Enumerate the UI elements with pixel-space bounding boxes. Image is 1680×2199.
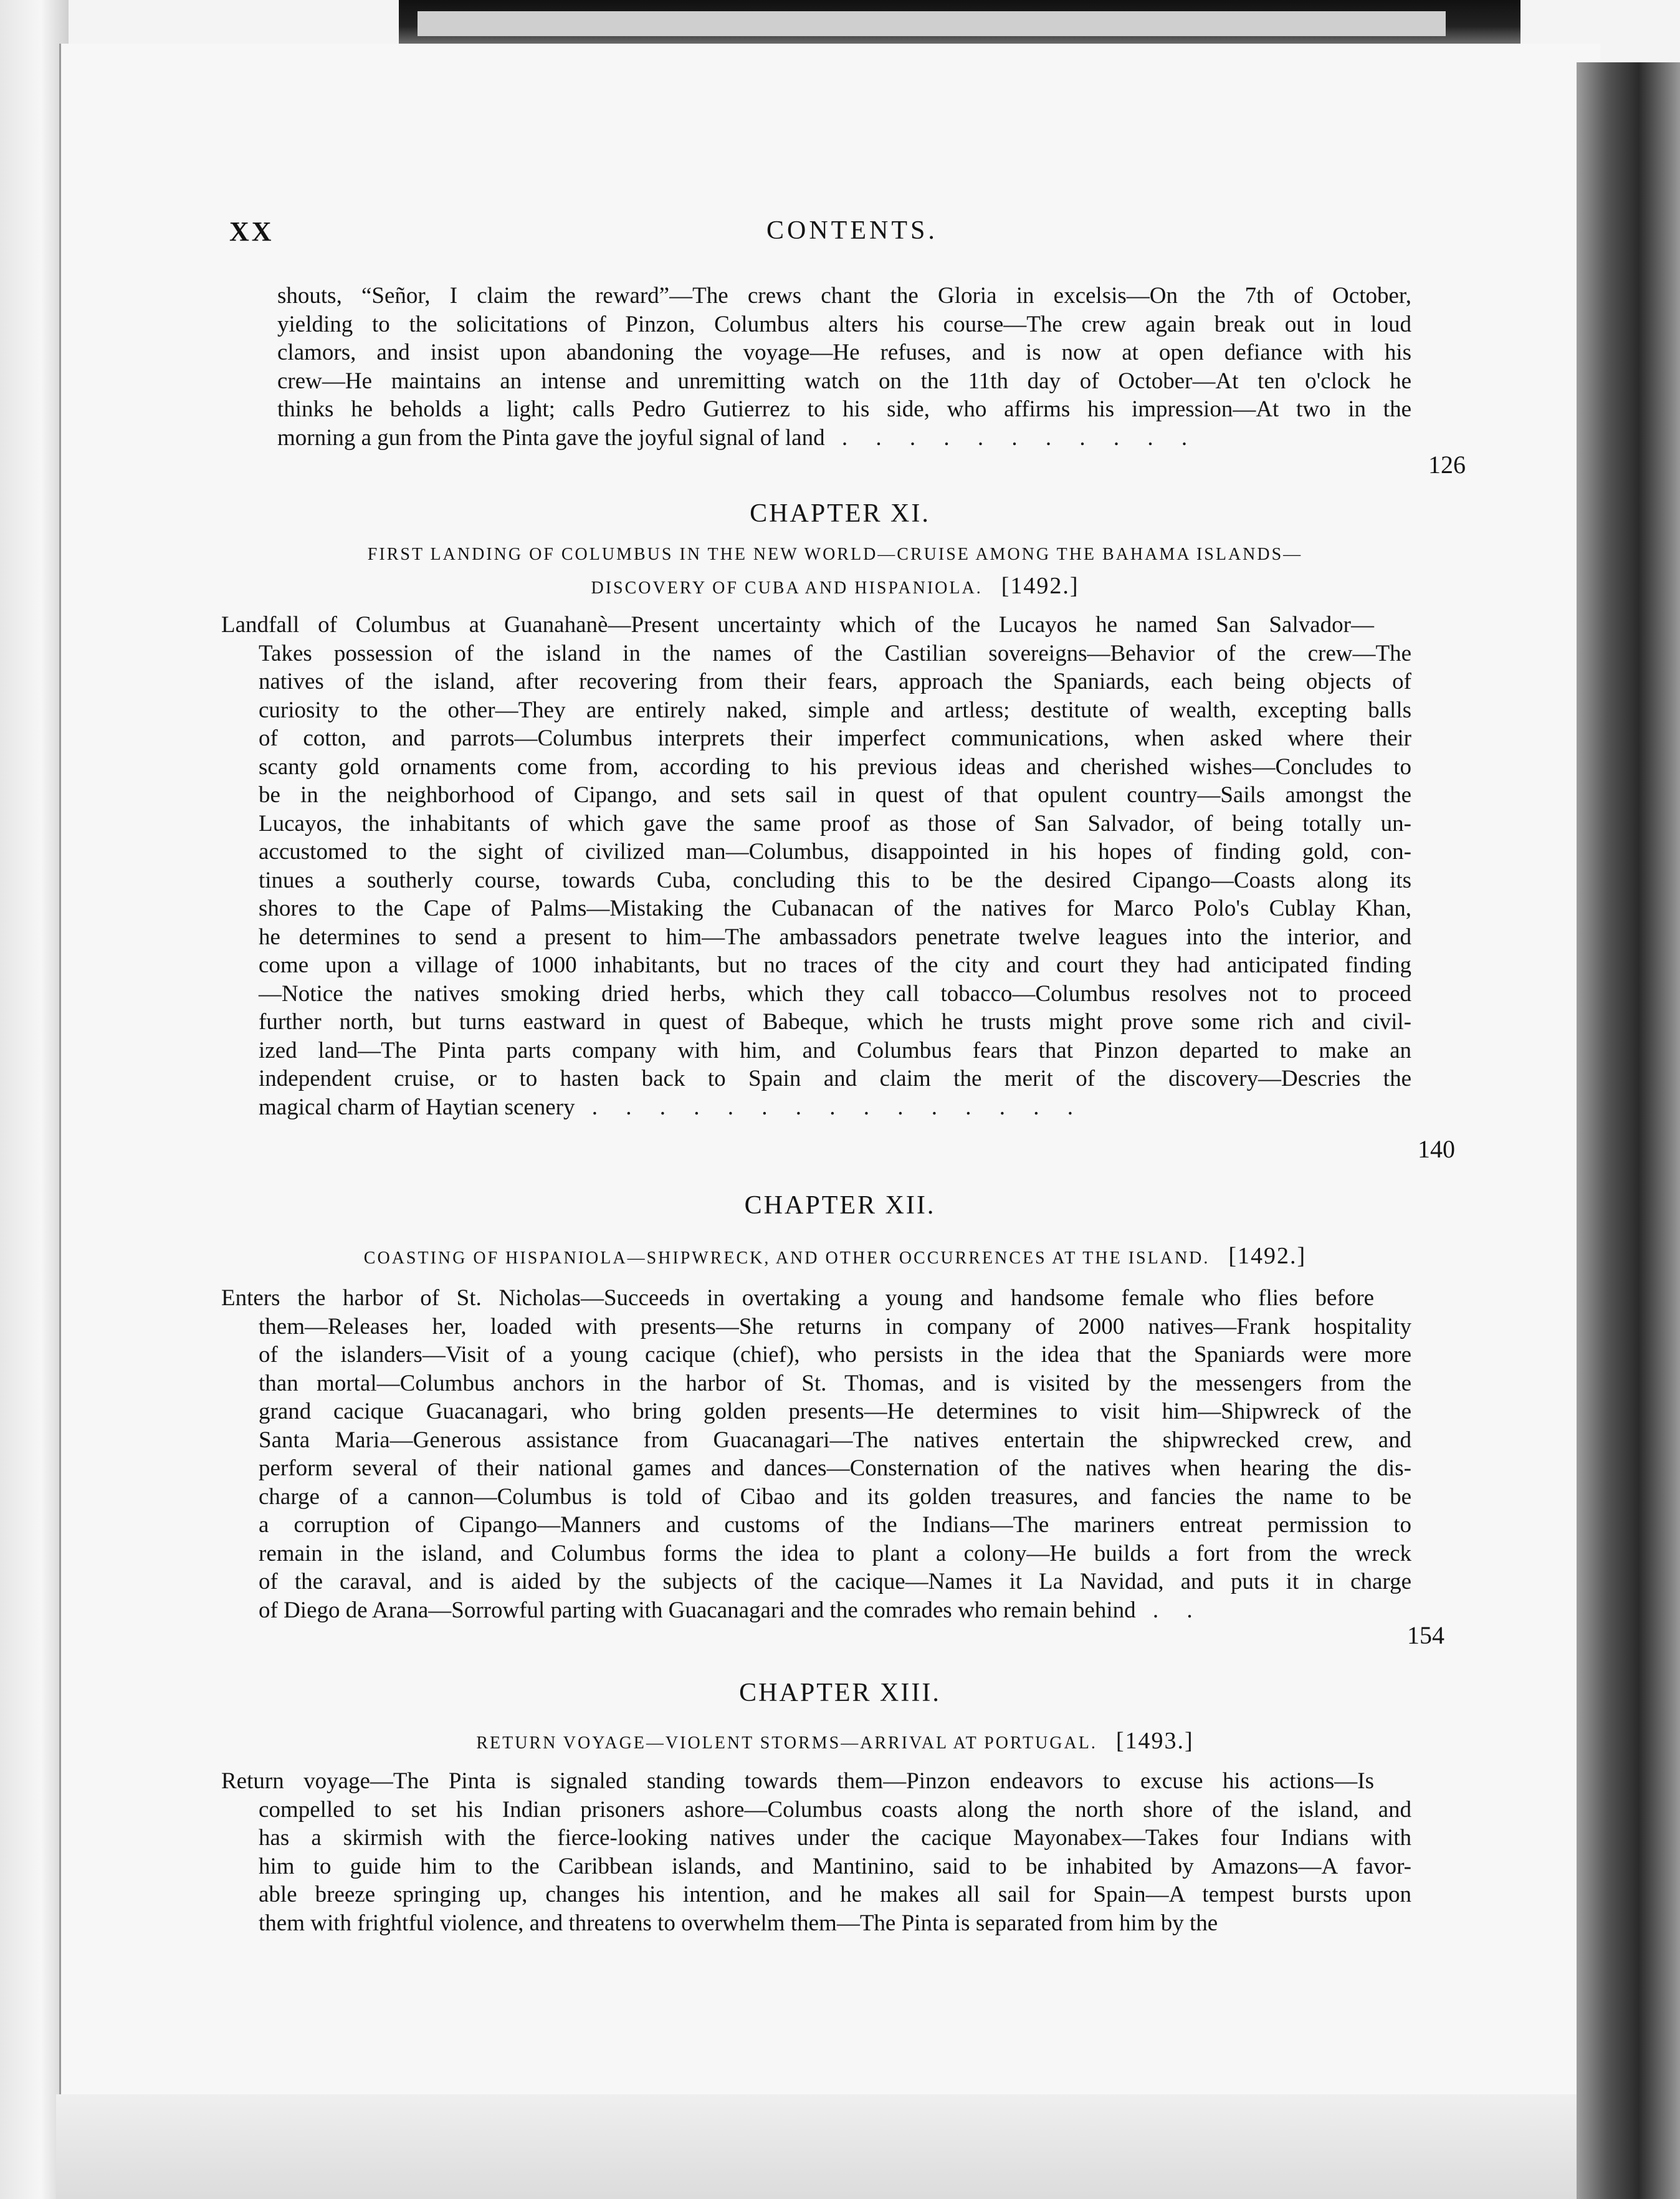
chapter-subtitle-xi xyxy=(249,539,1421,604)
chapter-subtitle-xi-line1: FIRST LANDING OF COLUMBUS IN THE NEW WORLD—CRUISE AMONG THE BAHAMA ISLANDS— xyxy=(367,545,1303,564)
text-line: clamors, and insist upon abandoning the voyage—He refuses, and is now at open defiance with his xyxy=(277,340,1411,365)
scan-right-border xyxy=(1577,62,1680,2199)
intro-paragraph xyxy=(277,282,1411,452)
text-line: Santa Maria—Generous assistance from Guacanagari—The natives entertain the shipwrecked crew, and xyxy=(259,1427,1411,1453)
text-line: ized land—The Pinta parts company with him, and Columbus fears that Pinzon departed to make an xyxy=(259,1037,1411,1063)
text-line: scanty gold ornaments come from, according to his previous ideas and cherished wishes—Concludes to xyxy=(259,754,1411,780)
chapter-year-xii: [1492.] xyxy=(1228,1243,1307,1269)
text-line: of Diego de Arana—Sorrowful parting with Guacanagari and the comrades who remain behind . . xyxy=(259,1597,1204,1623)
text-line: curiosity to the other—They are entirely naked, simple and artless; destitute of wealth, excepting balls xyxy=(259,697,1411,723)
text-line: shouts, “Señor, I claim the reward”—The crews chant the Gloria in excelsis—On the 7th of October, xyxy=(277,283,1411,309)
chapter-summary-xii xyxy=(221,1284,1411,1624)
text-line: them—Releases her, loaded with presents—She returns in company of 2000 natives—Frank hospitality xyxy=(259,1313,1411,1339)
chapter-summary-xi xyxy=(221,611,1411,1121)
chapter-heading-xii: CHAPTER XII. xyxy=(744,1191,936,1220)
page-number-126: 126 xyxy=(1428,451,1466,479)
text-line: has a skirmish with the fierce-looking natives under the cacique Mayonabex—Takes four Indians with xyxy=(259,1825,1411,1851)
chapter-year-xiii: [1493.] xyxy=(1115,1728,1194,1754)
text-line: natives of the island, after recovering from their fears, approach the Spaniards, each being objects of xyxy=(259,669,1411,694)
chapter-subtitle-xiii xyxy=(249,1725,1421,1759)
page-folio: XX xyxy=(229,216,274,247)
page-edge-left xyxy=(0,0,69,2199)
text-line: independent cruise, or to hasten back to Spain and claim the merit of the discovery—Descries the xyxy=(259,1066,1411,1091)
text-line: he determines to send a present to him—The ambassadors penetrate twelve leagues into the interior, and xyxy=(259,924,1411,950)
text-line: yielding to the solicitations of Pinzon, Columbus alters his course—The crew again break out in loud xyxy=(277,311,1411,337)
chapter-year-xi: [1492.] xyxy=(1001,573,1079,599)
chapter-subtitle-xii xyxy=(249,1240,1421,1274)
text-line: Return voyage—The Pinta is signaled standing towards them—Pinzon endeavors to excuse his actions—Is xyxy=(221,1768,1374,1794)
page-number-154: 154 xyxy=(1407,1621,1444,1649)
scan-top-border xyxy=(399,0,1520,44)
text-line: Lucayos, the inhabitants of which gave the same proof as those of San Salvador, of being totally un- xyxy=(259,810,1411,836)
dot-leaders: . . . . . . . . . . . xyxy=(824,424,1199,451)
text-line: him to guide him to the Caribbean islands, and Mantinino, said to be inhabited by Amazons—A favor- xyxy=(259,1853,1411,1879)
chapter-subtitle-xii-line1: COASTING OF HISPANIOLA—SHIPWRECK, AND OTHER OCCURRENCES AT THE ISLAND. xyxy=(363,1248,1210,1268)
page-bottom-shade xyxy=(56,2094,1577,2199)
chapter-subtitle-xi-line2: DISCOVERY OF CUBA AND HISPANIOLA. xyxy=(591,578,983,598)
text-line: perform several of their national games and dances—Consternation of the natives when hearing the dis- xyxy=(259,1455,1411,1481)
text-line: of the islanders—Visit of a young cacique (chief), who persists in the idea that the Spaniards were more xyxy=(259,1342,1411,1368)
chapter-summary-xiii xyxy=(221,1767,1411,1937)
text-line: charge of a cannon—Columbus is told of Cibao and its golden treasures, and fancies the name to be xyxy=(259,1483,1411,1510)
chapter-heading-xiii: CHAPTER XIII. xyxy=(739,1679,941,1707)
text-line: them with frightful violence, and threatens to overwhelm them—The Pinta is separated from him by the xyxy=(259,1910,1218,1936)
text-line: than mortal—Columbus anchors in the harbor of St. Thomas, and is visited by the messengers from the xyxy=(259,1370,1411,1396)
text-line: Enters the harbor of St. Nicholas—Succeeds in overtaking a young and handsome female who flies before xyxy=(221,1285,1374,1311)
text-line: accustomed to the sight of civilized man—Columbus, disappointed in his hopes of finding gold, con- xyxy=(259,839,1411,865)
text-line: of the caraval, and is aided by the subjects of the cacique—Names it La Navidad, and puts it in charge xyxy=(259,1569,1411,1594)
dot-leaders: . . . . . . . . . . . . . . . xyxy=(575,1094,1084,1120)
text-line: remain in the island, and Columbus forms the idea to plant a colony—He builds a fort from the wreck xyxy=(259,1540,1411,1566)
text-line: magical charm of Haytian scenery . . . . . . . . . . . . . . . xyxy=(259,1094,1084,1120)
text-line: a corruption of Cipango—Manners and customs of the Indians—The mariners entreat permission to xyxy=(259,1512,1411,1538)
dot-leaders: . . xyxy=(1135,1597,1204,1623)
text-line: able breeze springing up, changes his intention, and he makes all sail for Spain—A tempest bursts upon xyxy=(259,1882,1411,1907)
page-number-140: 140 xyxy=(1418,1135,1455,1163)
text-line: further north, but turns eastward in quest of Babeque, which he trusts might prove some rich and civil- xyxy=(259,1009,1411,1035)
text-line: compelled to set his Indian prisoners ashore—Columbus coasts along the north shore of the island, and xyxy=(259,1796,1411,1823)
text-line: come upon a village of 1000 inhabitants, but no traces of the city and court they had anticipated finding xyxy=(259,952,1411,978)
text-line: tinues a southerly course, towards Cuba, concluding this to be the desired Cipango—Coasts along its xyxy=(259,867,1411,893)
text-line: shores to the Cape of Palms—Mistaking the Cubanacan of the natives for Marco Polo's Cublay Khan, xyxy=(259,896,1411,921)
running-head xyxy=(0,216,1680,253)
text-line: Takes possession of the island in the names of the Castilian sovereigns—Behavior of the crew—The xyxy=(259,640,1411,666)
chapter-heading-xi: CHAPTER XI. xyxy=(750,499,930,528)
text-line: thinks he beholds a light; calls Pedro Gutierrez to his side, who affirms his impression—At two in the xyxy=(277,396,1411,422)
text-line: be in the neighborhood of Cipango, and sets sail in quest of that opulent country—Sails amongst the xyxy=(259,782,1411,808)
text-line: of cotton, and parrots—Columbus interprets their imperfect communications, when asked where their xyxy=(259,726,1411,751)
text-line: grand cacique Guacanagari, who bring golden presents—He determines to visit him—Shipwreck of the xyxy=(259,1399,1411,1424)
running-title: CONTENTS. xyxy=(766,216,938,245)
text-line: morning a gun from the Pinta gave the joyful signal of land . . . . . . . . . . . xyxy=(277,424,1199,451)
chapter-subtitle-xiii-line1: RETURN VOYAGE—VIOLENT STORMS—ARRIVAL AT PORTUGAL. xyxy=(476,1733,1097,1753)
text-line: crew—He maintains an intense and unremitting watch on the 11th day of October—At ten o'clock he xyxy=(277,368,1411,394)
text-line: Landfall of Columbus at Guanahanè—Present uncertainty which of the Lucayos he named San Salvador— xyxy=(221,612,1374,638)
text-line: —Notice the natives smoking dried herbs, which they call tobacco—Columbus resolves not to proceed xyxy=(259,980,1411,1007)
